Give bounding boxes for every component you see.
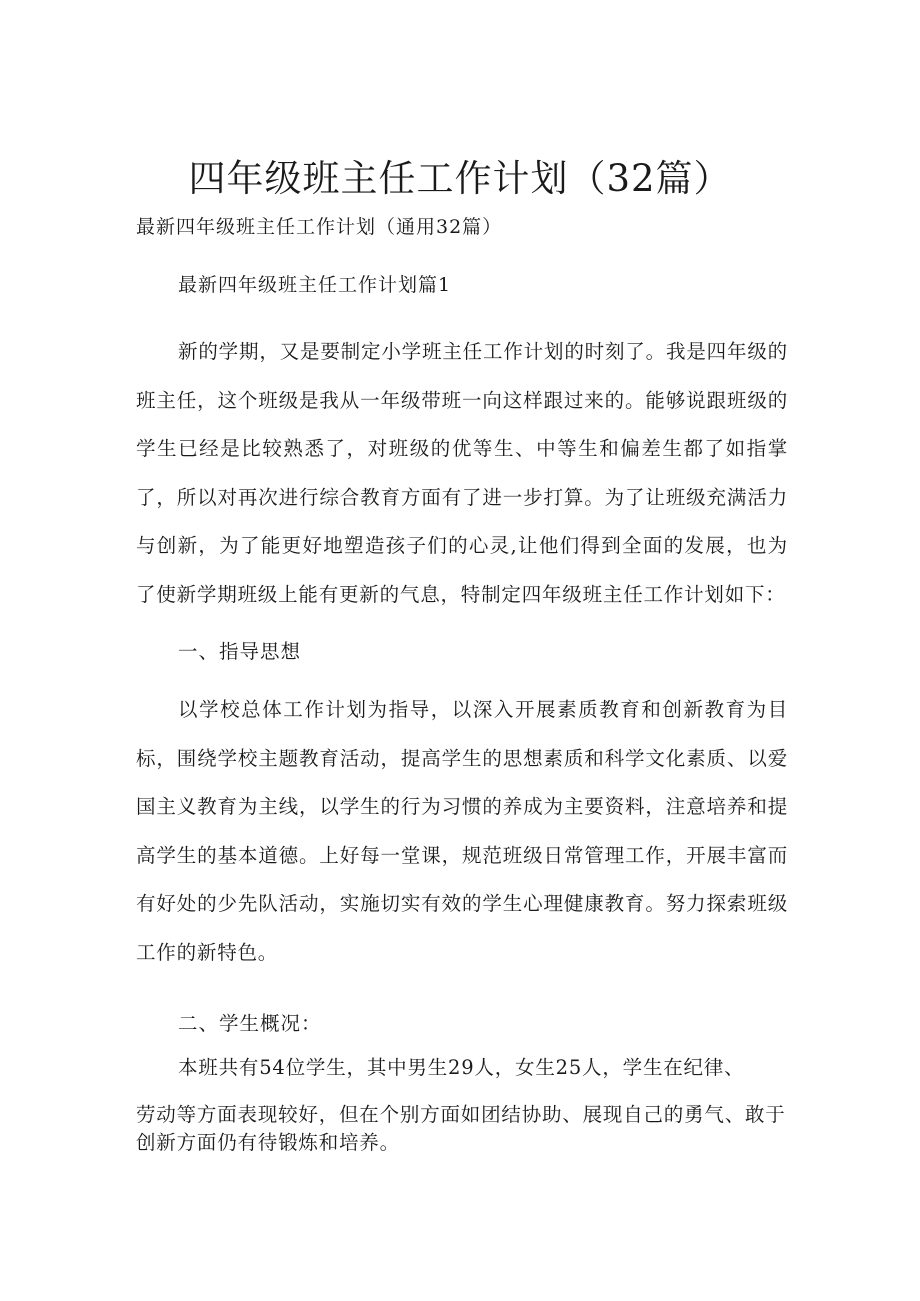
heading-guiding-thought: 一、指导思想 <box>178 640 302 663</box>
heading-student-overview: 二、学生概况： <box>178 1012 322 1035</box>
guiding-paragraph: 以学校总体工作计划为指导，以深入开展素质教育和创新教育为目标，围绕学校主题教育活动，提高学生的思想素质和科学文化素质、以爱国主义教育为主线，以学生的行为习惯的养成为主要资料，注意培养和提高学生的基本道德。上好每一堂课，规范班级日常管理工作，开展丰富而有好处的少先队活动，实施切实有效的学生心理健康教育。努力探索班级工作的新特色。 <box>136 698 788 964</box>
intro-paragraph: 新的学期，又是要制定小学班主任工作计划的时刻了。我是四年级的班主任，这个班级是我从一年级带班一向这样跟过来的。能够说跟班级的学生已经是比较熟悉了，对班级的优等生、中等生和偏差生都了如指掌了，所以对再次进行综合教育方面有了进一步打算。为了让班级充满活力与创新，为了能更好地塑造孩子们的心灵,让他们得到全面的发展，也为了使新学期班级上能有更新的气息，特制定四年级班主任工作计划如下： <box>136 340 788 606</box>
document-subtitle: 最新四年级班主任工作计划（通用32篇） <box>136 216 503 238</box>
students-line-1: 本班共有54位学生，其中男生29人，女生25人，学生在纪律、 <box>178 1056 745 1079</box>
students-line-2: 劳动等方面表现较好，但在个别方面如团结协助、展现自己的勇气、敢于 <box>136 1103 786 1126</box>
document-title: 四年级班主任工作计划（32篇） <box>188 157 732 200</box>
section-title: 最新四年级班主任工作计划篇1 <box>178 274 452 296</box>
students-line-3: 创新方面仍有待锻炼和培养。 <box>136 1131 400 1154</box>
